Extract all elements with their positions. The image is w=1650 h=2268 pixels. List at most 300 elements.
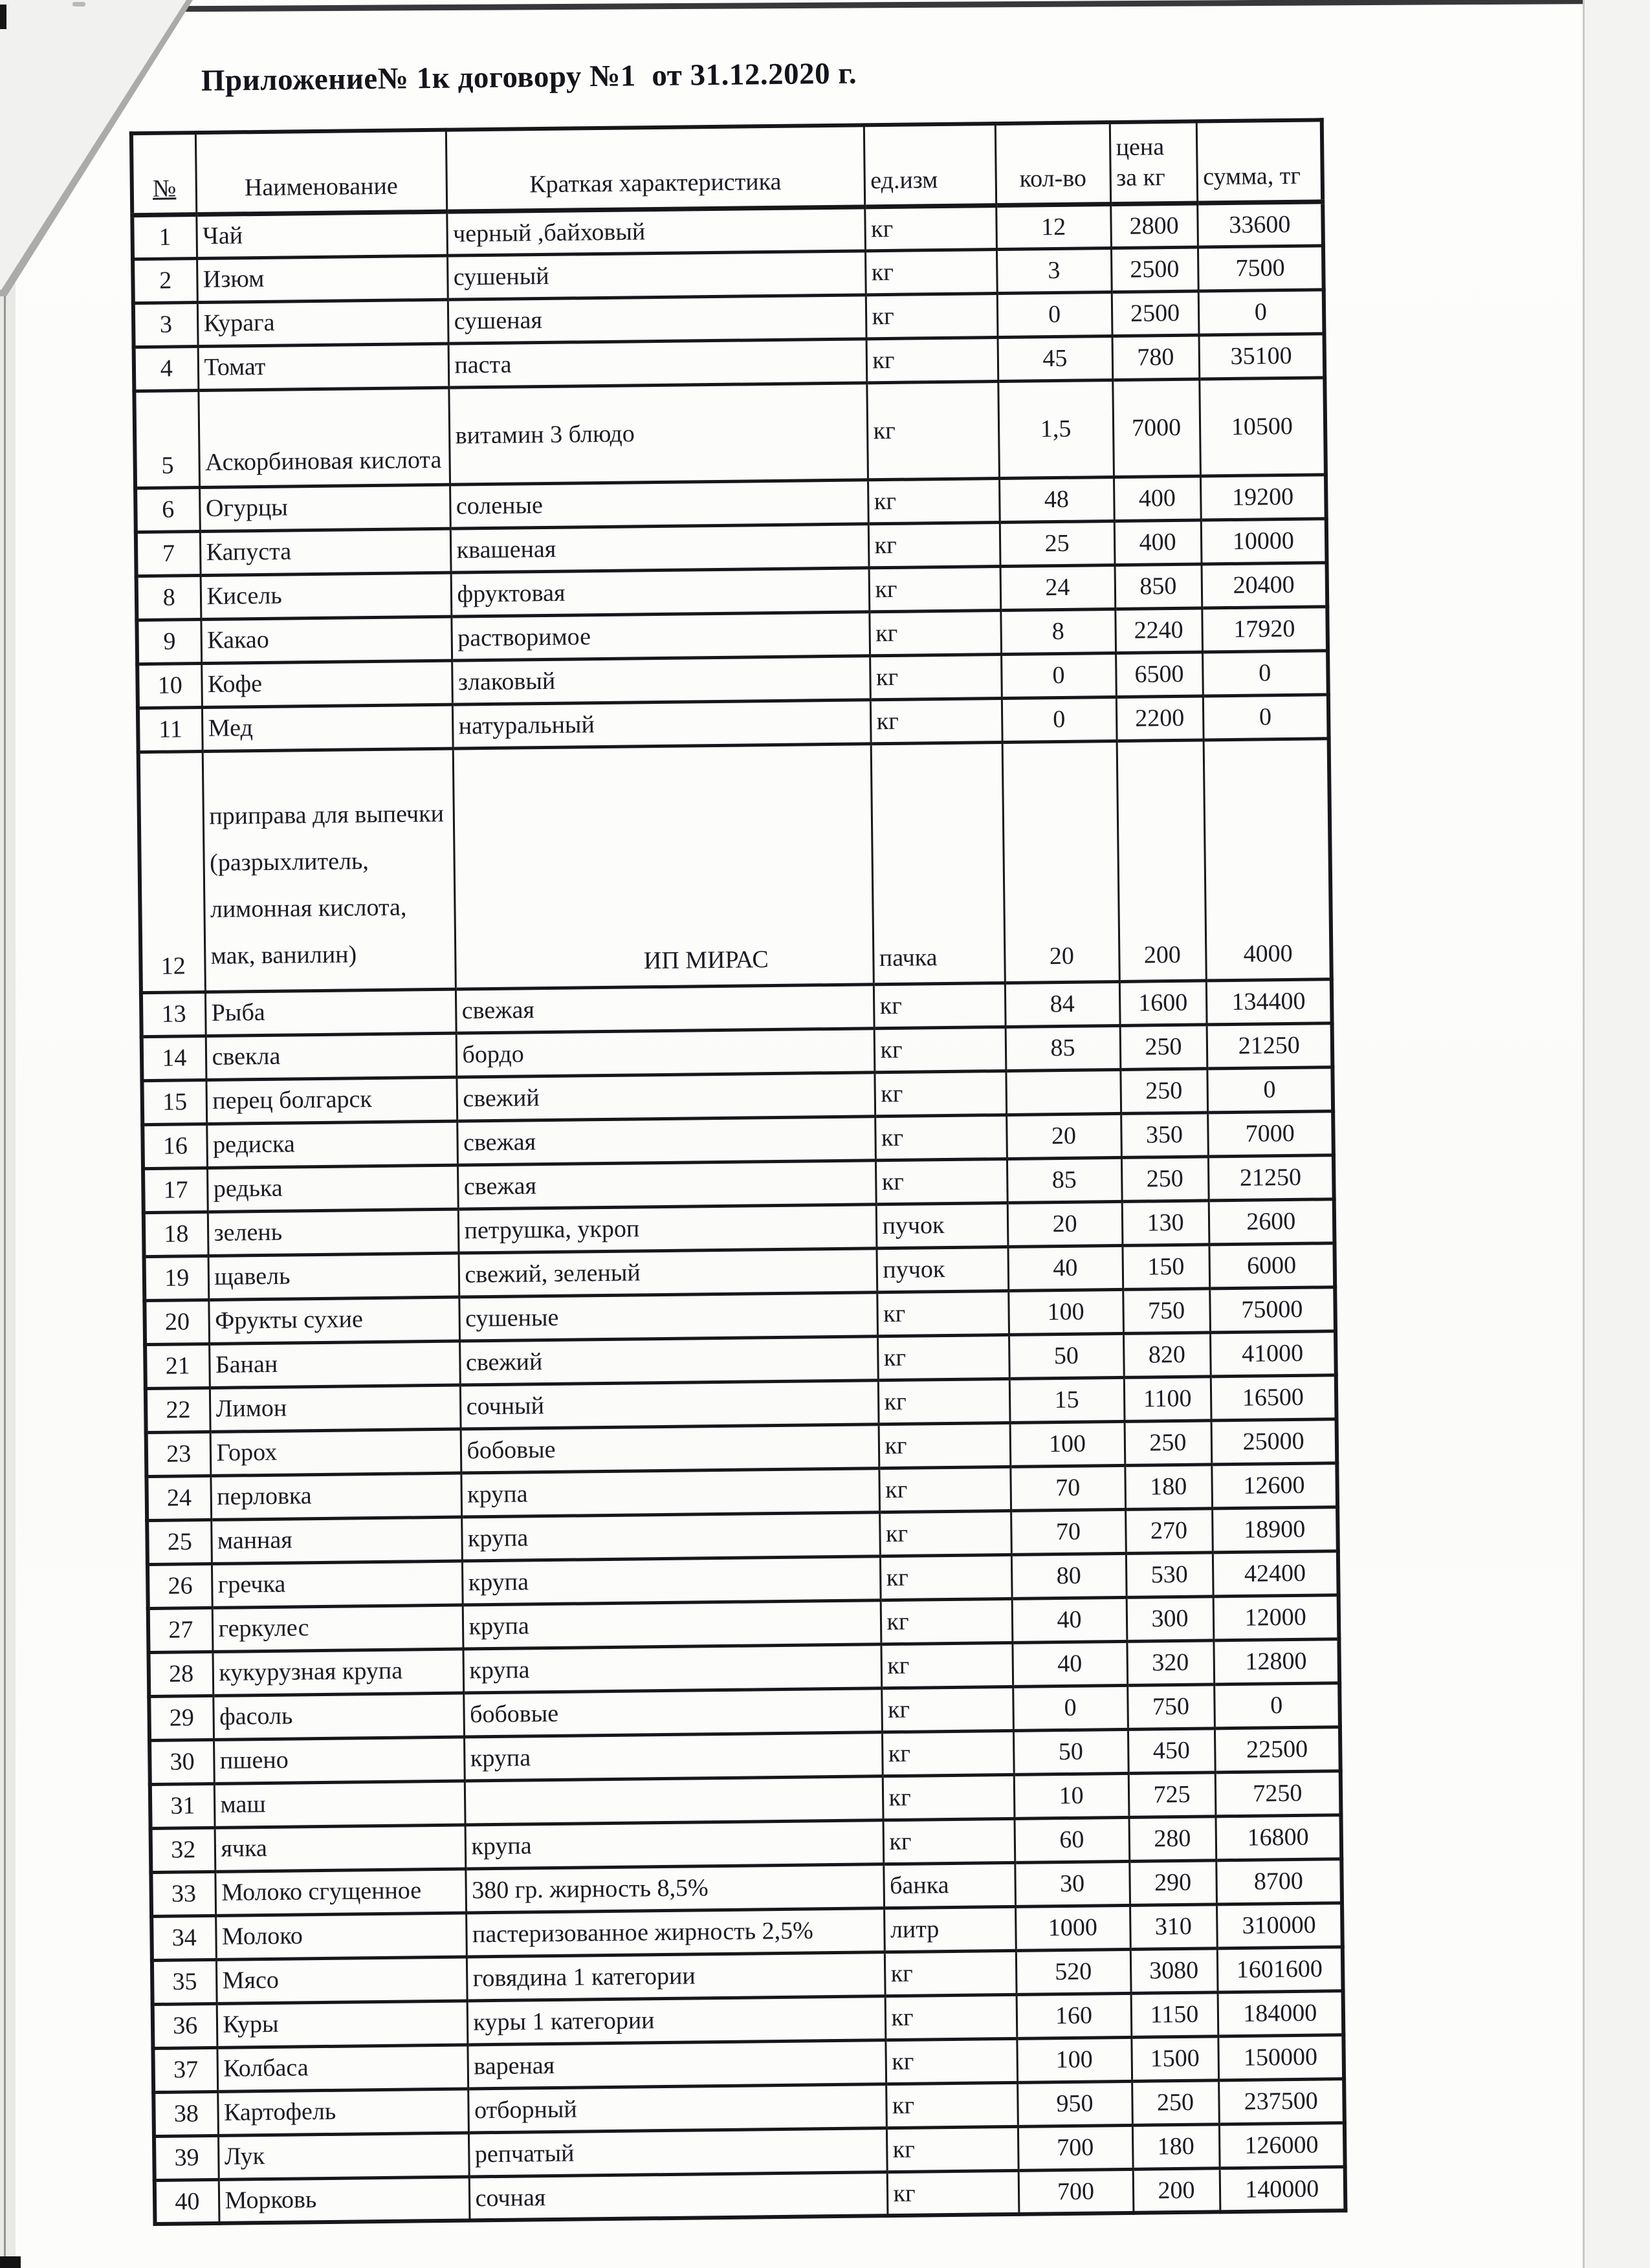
cell-sum: 7000 [1207, 1111, 1334, 1156]
cell-unit: кг [870, 698, 1002, 743]
cell-name: щавель [208, 1253, 459, 1300]
cell-unit: кг [883, 1818, 1015, 1864]
cell-unit: кг [869, 610, 1001, 655]
paper-left-edge-line [4, 278, 6, 2268]
cell-desc: 380 гр. жирность 8,5% [465, 1864, 884, 1912]
cell-n: 18 [144, 1212, 208, 1256]
cell-price: 270 [1125, 1508, 1213, 1553]
cell-name: Молоко [215, 1913, 467, 1959]
cell-n: 39 [154, 2135, 219, 2180]
cell-price: 1150 [1131, 1992, 1218, 2037]
cell-sum: 75000 [1209, 1287, 1336, 1332]
cell-desc: свежий, зеленый [459, 1248, 877, 1296]
cell-n: 34 [151, 1915, 216, 1960]
cell-price: 1500 [1131, 2036, 1218, 2081]
cell-desc: свежий [459, 1336, 878, 1384]
cell-sum: 8700 [1216, 1859, 1342, 1904]
cell-desc: свежая [457, 1116, 875, 1164]
cell-sum: 4000 [1204, 738, 1332, 980]
cell-qty: 40 [1012, 1641, 1127, 1686]
cell-name: Куры [217, 2001, 468, 2047]
cell-qty: 520 [1016, 1949, 1131, 1994]
cell-sum: 33600 [1197, 201, 1323, 246]
cell-desc: крупа [461, 1512, 880, 1560]
cell-n: 36 [153, 2003, 217, 2048]
cell-qty: 100 [1017, 2037, 1132, 2082]
cell-qty: 0 [997, 292, 1112, 337]
cell-unit: кг [881, 1642, 1013, 1688]
cell-unit: кг [881, 1686, 1013, 1732]
cell-n: 20 [144, 1300, 209, 1344]
cell-unit: кг [869, 566, 1001, 611]
cell-name: Капуста [200, 529, 451, 575]
cell-price: 250 [1132, 2080, 1219, 2125]
cell-desc: соленые [450, 479, 868, 528]
cell-n: 6 [135, 487, 200, 532]
cell-desc: свежая [457, 1160, 876, 1208]
cell-unit: кг [879, 1423, 1011, 1468]
cell-n: 35 [152, 1959, 217, 2004]
cell-unit: банка [883, 1862, 1015, 1908]
table-body [132, 201, 1345, 2224]
scanner-margin-right [1583, 0, 1650, 2268]
cell-sum: 6000 [1209, 1243, 1335, 1288]
cell-sum: 0 [1214, 1683, 1340, 1728]
cell-name: Мед [202, 704, 453, 751]
cell-sum: 12000 [1213, 1595, 1339, 1640]
cell-unit: кг [887, 2170, 1019, 2216]
cell-name: Аскорбиновая кислота [198, 387, 450, 487]
cell-qty: 700 [1018, 2169, 1134, 2214]
column-header-unit: ед.изм [864, 124, 996, 206]
cell-sum: 0 [1203, 694, 1329, 739]
cell-desc: растворимое [451, 611, 870, 660]
cell-sum: 1601600 [1217, 1946, 1343, 1992]
cell-unit: кг [865, 249, 997, 294]
cell-unit: кг [879, 1467, 1011, 1512]
cell-qty: 0 [1013, 1685, 1128, 1730]
cell-name: Горох [210, 1429, 461, 1476]
cell-desc: сочный [460, 1380, 879, 1428]
cell-sum: 12800 [1213, 1639, 1339, 1684]
cell-unit: кг [878, 1379, 1010, 1424]
cell-price: 450 [1128, 1728, 1215, 1773]
cell-price: 180 [1132, 2124, 1220, 2169]
cell-name: Банан [209, 1341, 460, 1388]
cell-name: Колбаса [217, 2045, 468, 2091]
column-header-num [131, 133, 196, 215]
cell-price: 400 [1114, 476, 1201, 521]
cell-sum: 0 [1198, 289, 1325, 334]
cell-unit: кг [875, 1115, 1007, 1160]
cell-price: 180 [1125, 1464, 1212, 1509]
cell-name: манная [211, 1517, 462, 1564]
cell-price: 820 [1123, 1332, 1211, 1377]
cell-n: 17 [143, 1168, 208, 1212]
cell-qty: 70 [1010, 1465, 1125, 1510]
cell-name: редька [207, 1165, 458, 1212]
cell-name: Огурцы [199, 485, 450, 531]
cell-qty: 1,5 [998, 380, 1114, 478]
cell-price: 250 [1120, 1024, 1207, 1069]
cell-name: редиска [206, 1121, 457, 1168]
cell-desc: крупа [462, 1556, 881, 1604]
cell-sum: 12600 [1211, 1463, 1337, 1508]
cell-n: 24 [146, 1476, 211, 1520]
cell-price: 850 [1115, 563, 1202, 609]
cell-n: 37 [153, 2047, 217, 2092]
cell-n: 40 [155, 2179, 219, 2224]
cell-sum: 0 [1207, 1067, 1333, 1112]
cell-unit: кг [866, 337, 998, 382]
cell-qty: 0 [1001, 653, 1116, 698]
cell-qty: 100 [1008, 1289, 1123, 1335]
cell-sum: 237500 [1218, 2078, 1345, 2124]
cell-qty: 50 [1009, 1333, 1124, 1379]
cell-price: 2800 [1110, 203, 1198, 248]
cell-n: 2 [133, 258, 197, 303]
cell-name: фасоль [213, 1693, 464, 1739]
cell-desc: свежий [456, 1072, 875, 1120]
cell-unit: кг [885, 1994, 1017, 2040]
cell-desc: бобовые [463, 1688, 882, 1736]
cell-desc: крупа [465, 1820, 884, 1868]
cell-price: 300 [1127, 1596, 1214, 1641]
num-header-label: № [152, 175, 177, 202]
cell-price: 150 [1122, 1244, 1209, 1289]
cell-price: 7000 [1112, 379, 1200, 477]
cell-n: 22 [146, 1388, 210, 1432]
cell-name: маш [214, 1781, 465, 1827]
cell-sum: 17920 [1202, 606, 1328, 651]
cell-qty: 700 [1018, 2125, 1133, 2170]
cell-n: 21 [145, 1344, 210, 1388]
cell-name: Кисель [201, 572, 452, 619]
cell-unit: кг [864, 205, 996, 250]
cell-name: перловка [210, 1473, 461, 1520]
cell-n: 9 [137, 619, 201, 664]
cell-sum: 18900 [1212, 1507, 1338, 1552]
cell-name: Картофель [217, 2089, 468, 2135]
cell-sum: 310000 [1216, 1903, 1343, 1948]
cell-sum: 35100 [1198, 333, 1325, 378]
cell-sum: 184000 [1218, 1990, 1344, 2036]
cell-desc: крупа [464, 1732, 883, 1780]
cell-qty: 12 [996, 204, 1111, 249]
price-table [129, 118, 1348, 2226]
cell-unit: кг [866, 381, 999, 479]
cell-qty: 160 [1017, 1993, 1132, 2038]
cell-price: 250 [1125, 1420, 1212, 1465]
cell-unit: кг [870, 654, 1002, 699]
cell-n: 25 [147, 1520, 212, 1564]
column-header-price: цена за кг [1110, 122, 1197, 204]
column-header-sum: сумма, тг [1196, 120, 1323, 202]
cell-n: 13 [141, 992, 206, 1036]
cell-name: геркулес [212, 1605, 463, 1652]
cell-sum: 140000 [1220, 2166, 1346, 2212]
cell-desc: черный ,байховый [446, 206, 865, 255]
cell-qty: 25 [1000, 521, 1115, 566]
cell-unit: кг [883, 1774, 1015, 1820]
cell-qty: 20 [1006, 1113, 1121, 1159]
cell-qty: 950 [1017, 2081, 1132, 2126]
cell-unit: кг [874, 1071, 1006, 1116]
cell-desc: говядина 1 категории [467, 1952, 885, 2000]
cell-desc: отборный [468, 2084, 886, 2132]
cell-sum: 41000 [1210, 1331, 1336, 1376]
cell-unit: кг [885, 1950, 1017, 1996]
cell-sum: 16800 [1215, 1815, 1341, 1860]
cell-price: 250 [1121, 1156, 1209, 1201]
cell-n: 11 [138, 707, 203, 752]
cell-desc: ИП МИРАС [453, 743, 874, 988]
cell-qty: 100 [1010, 1421, 1125, 1467]
cell-qty: 40 [1007, 1245, 1123, 1291]
cell-sum: 150000 [1218, 2034, 1344, 2080]
cell-sum: 42400 [1213, 1551, 1339, 1596]
scan-artifact-topleft [0, 5, 6, 29]
page-title: Приложение№ 1к договору №1 от 31.12.2020 г. [201, 56, 857, 98]
cell-price: 200 [1133, 2168, 1220, 2213]
cell-qty: 8 [1000, 609, 1116, 654]
cell-price: 2200 [1116, 695, 1204, 741]
cell-qty: 50 [1013, 1729, 1128, 1774]
cell-unit: кг [879, 1510, 1011, 1556]
cell-desc: паста [448, 338, 867, 387]
cell-name: Томат [198, 343, 449, 390]
cell-name: Курага [197, 300, 448, 346]
cell-sum: 0 [1202, 650, 1328, 695]
cell-price: 350 [1121, 1112, 1208, 1157]
cell-desc: натуральный [452, 699, 871, 748]
cell-qty: 24 [1000, 565, 1116, 610]
cell-price: 750 [1123, 1288, 1210, 1333]
table-header-row [131, 120, 1323, 215]
cell-price: 310 [1130, 1904, 1217, 1949]
cell-n: 14 [142, 1036, 206, 1080]
cell-desc: куры 1 категории [467, 1996, 886, 2044]
cell-n: 16 [142, 1124, 207, 1168]
cell-price: 725 [1128, 1772, 1216, 1817]
cell-qty: 84 [1005, 981, 1120, 1027]
cell-n: 4 [134, 346, 199, 391]
cell-unit: кг [875, 1159, 1007, 1204]
cell-n: 29 [149, 1696, 214, 1740]
cell-qty: 85 [1006, 1025, 1121, 1071]
cell-name: Рыба [205, 989, 456, 1036]
cell-desc: сушеные [459, 1292, 877, 1340]
cell-sum: 2600 [1209, 1199, 1335, 1244]
cell-sum: 7250 [1215, 1771, 1341, 1816]
cell-desc: вареная [467, 2040, 886, 2088]
cell-qty: 85 [1007, 1157, 1122, 1203]
cell-price: 780 [1112, 335, 1200, 380]
cell-price: 530 [1126, 1552, 1213, 1597]
cell-qty: 80 [1011, 1553, 1127, 1598]
cell-name: ячка [215, 1825, 466, 1871]
cell-sum: 25000 [1211, 1419, 1337, 1464]
cell-qty [1006, 1069, 1121, 1115]
cell-unit: пачка [871, 742, 1005, 984]
table-header [131, 120, 1323, 215]
cell-sum: 126000 [1219, 2122, 1345, 2168]
cell-desc: квашеная [450, 523, 869, 572]
cell-qty: 15 [1009, 1377, 1125, 1423]
cell-unit: кг [882, 1730, 1014, 1776]
cell-n: 5 [134, 390, 199, 488]
cell-name: Лук [218, 2132, 469, 2179]
cell-qty: 30 [1015, 1861, 1130, 1906]
cell-name: Фрукты сухие [208, 1297, 459, 1344]
cell-unit: кг [866, 293, 998, 338]
cell-name: Чай [196, 212, 447, 258]
cell-sum: 19200 [1200, 474, 1326, 519]
cell-qty: 48 [999, 477, 1114, 522]
cell-desc: злаковый [452, 655, 870, 704]
cell-qty: 60 [1014, 1817, 1129, 1862]
scanner-margin-left [0, 278, 16, 2268]
cell-price: 3080 [1130, 1948, 1218, 1993]
cell-price: 200 [1117, 739, 1206, 981]
cell-qty: 45 [998, 336, 1113, 381]
cell-n: 23 [146, 1432, 211, 1476]
cell-name: зелень [208, 1209, 459, 1256]
cell-sum: 10000 [1201, 518, 1327, 563]
cell-sum: 21250 [1208, 1155, 1334, 1200]
cell-price: 320 [1127, 1640, 1214, 1685]
cell-name: кукурузная крупа [212, 1649, 463, 1696]
cell-desc: крупа [463, 1644, 881, 1692]
cell-sum: 10500 [1199, 377, 1326, 475]
cell-price: 2240 [1115, 607, 1202, 653]
cell-price: 130 [1122, 1200, 1209, 1245]
cell-desc: петрушка, укроп [458, 1204, 877, 1252]
cell-name: приправа для выпечки (разрыхлитель, лимонная кислота, мак, ванилин) [203, 748, 456, 992]
cell-qty: 20 [1007, 1201, 1123, 1247]
cell-qty: 10 [1014, 1773, 1129, 1818]
cell-unit: литр [884, 1906, 1016, 1952]
cell-unit: кг [877, 1291, 1009, 1336]
cell-n: 19 [144, 1256, 209, 1300]
cell-desc: крупа [463, 1600, 881, 1648]
cell-name: Кофе [201, 660, 452, 707]
cell-desc: свежая [456, 984, 874, 1032]
cell-desc: бобовые [461, 1424, 879, 1472]
cell-desc: крупа [461, 1468, 879, 1516]
cell-unit: кг [886, 2126, 1018, 2172]
cell-name: перец болгарск [206, 1077, 457, 1124]
column-header-desc: Краткая характеристика [446, 125, 864, 211]
cell-sum: 20400 [1202, 562, 1328, 607]
cell-sum: 22500 [1215, 1727, 1341, 1772]
cell-price: 290 [1129, 1860, 1216, 1905]
column-header-qty: кол-во [995, 122, 1110, 205]
cell-price: 1600 [1119, 980, 1207, 1025]
cell-price: 400 [1114, 519, 1202, 565]
cell-desc: пастеризованное жирность 2,5% [466, 1908, 885, 1956]
cell-unit: кг [874, 983, 1006, 1028]
cell-name: Изюм [197, 256, 448, 302]
cell-price: 250 [1120, 1068, 1207, 1113]
cell-desc: сушеная [448, 294, 866, 343]
cell-sum: 134400 [1206, 979, 1332, 1024]
cell-unit: кг [874, 1027, 1006, 1072]
cell-name: Лимон [210, 1385, 461, 1432]
cell-name: Морковь [219, 2176, 470, 2223]
cell-unit: кг [877, 1335, 1009, 1380]
cell-qty: 70 [1011, 1509, 1126, 1554]
cell-price: 2500 [1111, 247, 1198, 292]
cell-n: 8 [137, 575, 201, 620]
cell-name: свекла [206, 1033, 457, 1080]
cell-sum: 16500 [1211, 1375, 1337, 1420]
cell-n: 30 [149, 1739, 214, 1784]
cell-sum: 7500 [1198, 245, 1324, 290]
cell-n: 12 [138, 751, 205, 992]
cell-price: 6500 [1116, 651, 1203, 697]
cell-name: Мясо [216, 1957, 467, 2003]
cell-qty: 20 [1002, 741, 1119, 983]
cell-qty: 0 [1002, 697, 1117, 742]
cell-n: 38 [153, 2091, 218, 2136]
cell-name: пшено [214, 1737, 465, 1783]
cell-price: 280 [1128, 1816, 1216, 1861]
cell-unit: кг [885, 2038, 1017, 2084]
cell-n: 27 [148, 1608, 213, 1652]
cell-n: 32 [151, 1827, 215, 1872]
cell-desc: сушеный [447, 250, 866, 299]
cell-unit: кг [880, 1554, 1012, 1600]
cell-unit: пучок [876, 1203, 1008, 1248]
cell-n: 7 [136, 531, 201, 576]
cell-n: 1 [132, 214, 197, 259]
cell-unit: кг [868, 478, 1000, 523]
cell-desc: витамин 3 блюдо [448, 382, 868, 484]
cell-desc: фруктовая [451, 567, 870, 616]
cell-n: 15 [142, 1080, 206, 1124]
cell-n: 26 [148, 1564, 212, 1608]
cell-name: Молоко сгущенное [215, 1869, 466, 1915]
table-row [134, 377, 1326, 488]
cell-price: 2500 [1112, 291, 1199, 336]
cell-qty: 40 [1012, 1597, 1127, 1642]
cell-n: 10 [137, 663, 202, 708]
cell-unit: кг [868, 522, 1000, 567]
cell-n: 28 [148, 1652, 213, 1696]
cell-n: 31 [150, 1783, 215, 1828]
cell-price: 750 [1127, 1684, 1215, 1729]
cell-qty: 1000 [1015, 1905, 1130, 1950]
cell-unit: кг [881, 1598, 1013, 1644]
cell-name: Какао [201, 616, 452, 663]
table-row [138, 738, 1332, 992]
cell-name: гречка [212, 1561, 463, 1608]
cell-unit: кг [886, 2082, 1018, 2128]
cell-unit: пучок [876, 1247, 1008, 1292]
cell-qty: 3 [996, 248, 1112, 293]
cell-sum: 21250 [1207, 1023, 1333, 1068]
scan-artifact-bottomleft [0, 2256, 21, 2268]
cell-price: 1100 [1124, 1376, 1211, 1421]
cell-desc: репчатый [468, 2128, 887, 2176]
cell-desc: бордо [456, 1028, 875, 1076]
cell-n: 3 [133, 302, 198, 347]
scan-speck [72, 2, 85, 6]
cell-desc: сочная [469, 2172, 888, 2220]
column-header-name: Наименование [195, 130, 446, 214]
cell-n: 33 [151, 1871, 215, 1916]
